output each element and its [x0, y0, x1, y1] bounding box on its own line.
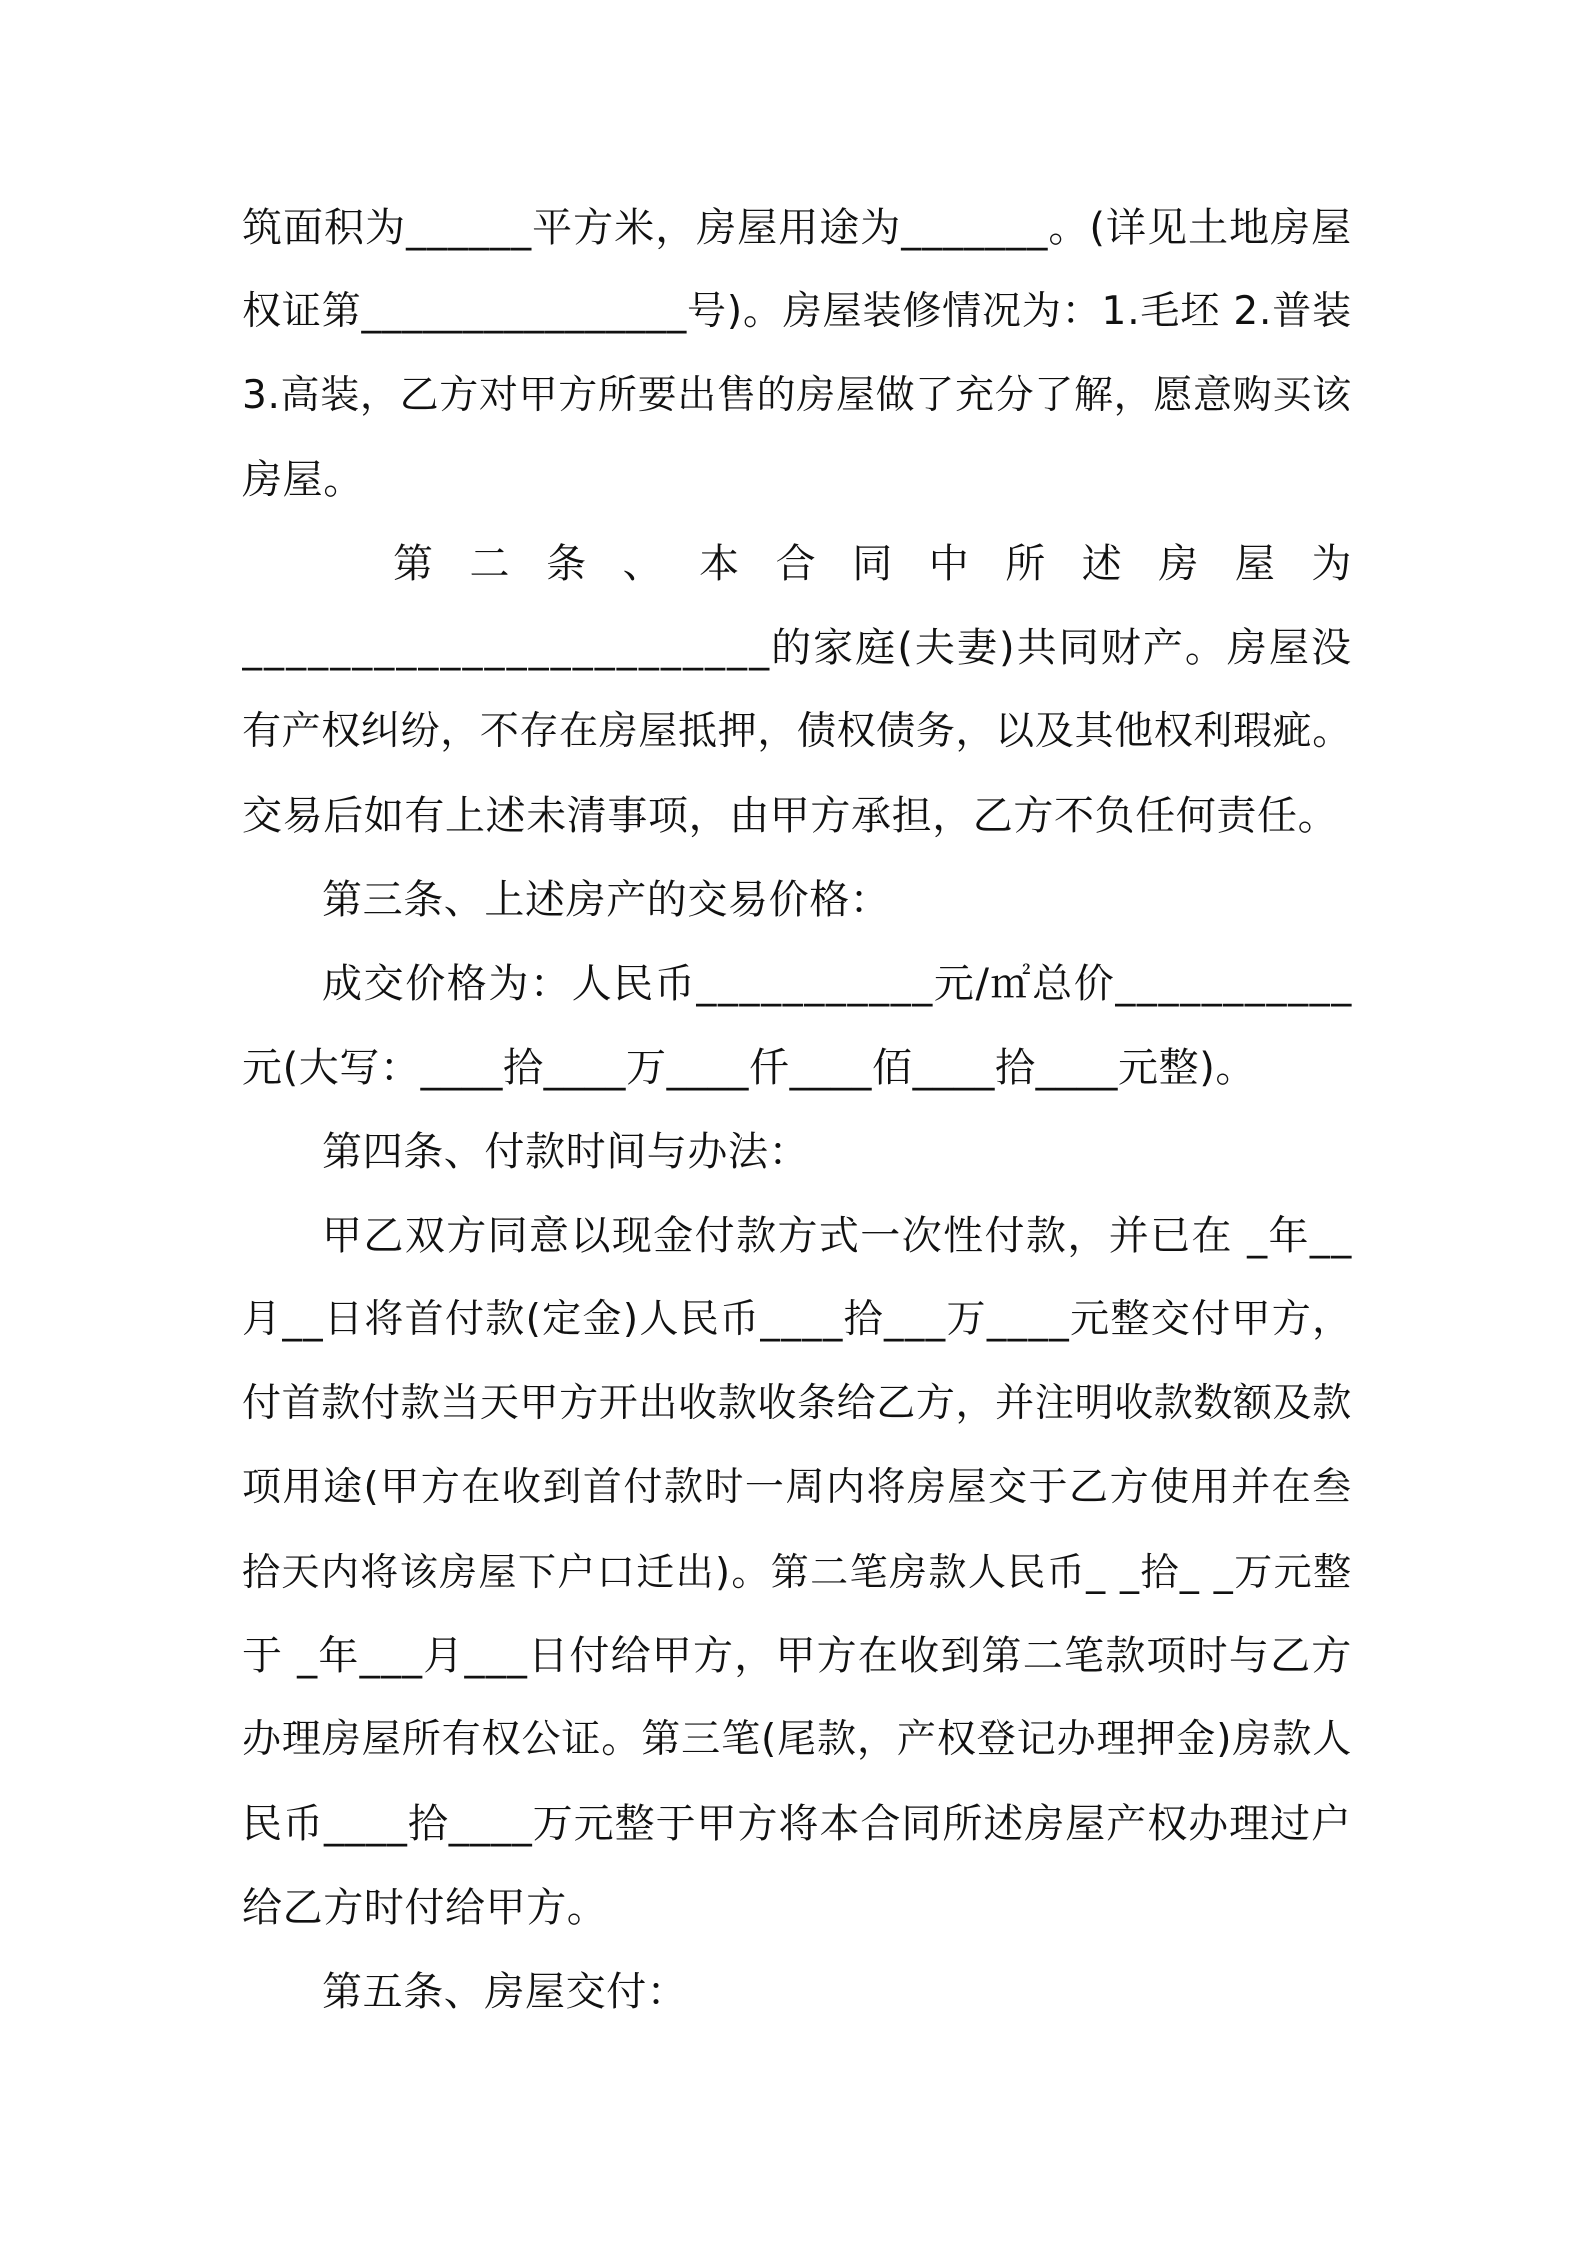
heading-char: 合: [775, 541, 817, 587]
heading-char: 、: [622, 541, 664, 587]
paragraph-line-6: _ _ _ _ _ _ _ _ _ _ _ _ _ _ _ _ _ _ _ _ _ _ _ _ 的 家 庭 ( 夫 妻 ) 共 同 财 产 。 房 屋 没: [242, 625, 1352, 671]
heading-char: 中: [928, 541, 970, 587]
article-3-heading: 第三条、上述房产的交易价格：: [322, 877, 891, 923]
paragraph-line-19: 办 理 房 屋 所 有 权 公 证 。 第 三 笔 ( 尾 款 ， 产 权 登 记 办 理 押 金 ) 房 款 人: [242, 1717, 1352, 1762]
paragraph-line-4: 房屋。: [242, 457, 364, 503]
heading-char: 第: [393, 541, 434, 587]
heading-char: 二: [469, 541, 511, 587]
paragraph-line-2: 权 证 第 _ _ _ _ _ _ _ _ _ _ _ _ _ _ _ _ 号 ) 。 房 屋 装 修 情 况 为 ： 1 . 毛 坯 2 . 普 装: [242, 289, 1352, 334]
paragraph-line-1: 筑 面 积 为 _ _ _ _ _ _ 平 方 米 ， 房 屋 用 途 为 _ _ _ _ _ _ _ 。 ( 详 见 土 地 房 屋: [242, 205, 1352, 251]
heading-char: 为: [1311, 541, 1352, 587]
paragraph-line-20: 民 币 _ _ _ _ 拾 _ _ _ _ 万 元 整 于 甲 方 将 本 合 同 所 述 房 屋 产 权 办 理 过 户: [242, 1801, 1352, 1847]
heading-char: 条: [546, 541, 587, 587]
heading-char: 所: [1005, 541, 1046, 587]
paragraph-line-15: 付 首 款 付 款 当 天 甲 方 开 出 收 款 收 条 给 乙 方 ， 并 注 明 收 款 数 额 及 款: [242, 1381, 1352, 1426]
article-5-heading: 第五条、房屋交付：: [322, 1969, 688, 2015]
heading-char: 本: [699, 541, 740, 587]
price-in-words-line: 元(大写：____拾____万____仟____佰____拾____元整)。: [242, 1045, 1257, 1091]
heading-char: 述: [1081, 541, 1123, 587]
heading-char: 屋: [1234, 541, 1276, 587]
paragraph-line-8: 交易后如有上述未清事项，由甲方承担，乙方不负任何责任。: [242, 793, 1339, 839]
paragraph-line-17: 拾 天 内 将 该 房 屋 下 户 口 迁 出 ) 。 第 二 笔 房 款 人 民 币 _ _ 拾 _ _ 万 元 整: [242, 1550, 1352, 1594]
article-2-heading: [393, 536, 1352, 592]
price-line: 成 交 价 格 为 ： 人 民 币 _ _ _ _ _ _ _ _ _ _ _ 元 / ㎡ 总 价 _ _ _ _ _ _ _ _ _ _ _: [322, 961, 1352, 1007]
paragraph-line-7: 有 产 权 纠 纷 ， 不 存 在 房 屋 抵 押 ， 债 权 债 务 ， 以 及 其 他 权 利 瑕 疵 。: [242, 709, 1352, 754]
paragraph-line-21: 给乙方时付给甲方。: [242, 1885, 608, 1931]
paragraph-line-13: 甲 乙 双 方 同 意 以 现 金 付 款 方 式 一 次 性 付 款 ， 并 已 在 _ 年 _ _: [322, 1213, 1352, 1259]
paragraph-line-14: 月 _ _ 日 将 首 付 款 ( 定 金 ) 人 民 币 _ _ _ _ 拾 _ _ _ 万 _ _ _ _ 元 整 交 付 甲 方 ，: [242, 1297, 1352, 1342]
paragraph-line-3: 3 . 高 装 ， 乙 方 对 甲 方 所 要 出 售 的 房 屋 做 了 充 分 了 解 ， 愿 意 购 买 该: [242, 373, 1352, 418]
heading-char: 同: [852, 541, 893, 587]
paragraph-line-18: 于 _ 年 _ _ _ 月 _ _ _ 日 付 给 甲 方 ， 甲 方 在 收 到 第 二 笔 款 项 时 与 乙 方: [242, 1633, 1352, 1679]
paragraph-line-16: 项 用 途 ( 甲 方 在 收 到 首 付 款 时 一 周 内 将 房 屋 交 于 乙 方 使 用 并 在 叁: [242, 1465, 1352, 1510]
heading-char: 房: [1158, 541, 1199, 587]
article-4-heading: 第四条、付款时间与办法：: [322, 1129, 810, 1175]
